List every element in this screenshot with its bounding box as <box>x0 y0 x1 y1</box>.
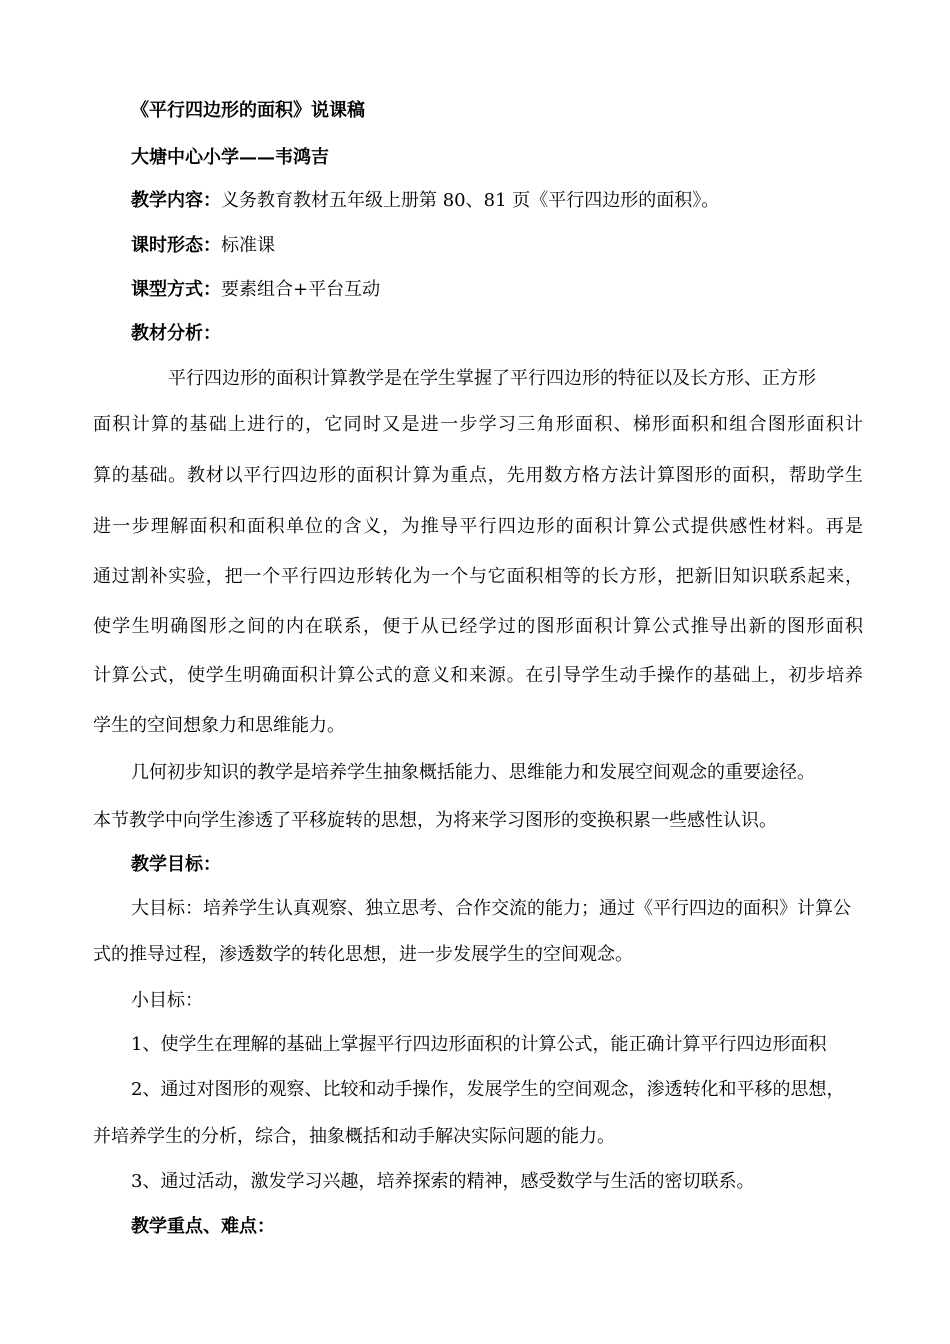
lesson-type-value: 要素组合+平台互动 <box>221 279 381 300</box>
teaching-content-label: 教学内容： <box>131 190 221 211</box>
small-goal-item-1: 1、使学生在理解的基础上掌握平行四边形面积的计算公式，能正确计算平行四边形面积 <box>131 1034 827 1055</box>
small-goal-item-3: 3、通过活动，激发学习兴趣，培养探索的精神，感受数学与生活的密切联系。 <box>131 1171 755 1192</box>
big-goal-line: 大目标：培养学生认真观察、独立思考、合作交流的能力；通过《平行四边的面积》计算公 <box>131 898 851 919</box>
lesson-type-label: 课型方式： <box>131 279 221 300</box>
analysis-para1-line: 进一步理解面积和面积单位的含义，为推导平行四边形的面积计算公式提供感性材料。再是 <box>93 516 863 537</box>
lesson-form-line <box>131 234 275 258</box>
teaching-content-line <box>131 189 719 213</box>
analysis-para1-line: 学生的空间想象力和思维能力。 <box>93 715 345 736</box>
analysis-para1-line: 通过割补实验，把一个平行四边形转化为一个与它面积相等的长方形，把新旧知识联系起来， <box>93 566 863 587</box>
small-goal-item-2-line: 2、通过对图形的观察、比较和动手操作，发展学生的空间观念，渗透转化和平移的思想， <box>131 1079 845 1100</box>
small-goal-heading: 小目标： <box>131 990 203 1011</box>
lesson-form-value: 标准课 <box>221 235 275 256</box>
analysis-para2-line: 本节教学中向学生渗透了平移旋转的思想，为将来学习图形的变换积累一些感性认识。 <box>93 810 777 831</box>
lesson-form-label: 课时形态： <box>131 235 221 256</box>
analysis-para1-line: 计算公式，使学生明确面积计算公式的意义和来源。在引导学生动手操作的基础上，初步培养 <box>93 665 863 686</box>
goals-heading: 教学目标： <box>131 854 221 875</box>
key-points-heading: 教学重点、难点： <box>131 1216 275 1237</box>
teaching-content-value: 义务教育教材五年级上册第 80、81 页《平行四边形的面积》。 <box>221 190 720 211</box>
analysis-para1-line: 算的基础。教材以平行四边形的面积计算为重点，先用数方格方法计算图形的面积，帮助学生 <box>93 465 863 486</box>
analysis-para1-line: 面积计算的基础上进行的，它同时又是进一步学习三角形面积、梯形面积和组合图形面积计 <box>93 414 863 435</box>
lesson-type-line <box>131 278 380 302</box>
small-goal-item-2-line: 并培养学生的分析，综合，抽象概括和动手解决实际问题的能力。 <box>93 1126 615 1147</box>
big-goal-line: 式的推导过程，渗透数学的转化思想，进一步发展学生的空间观念。 <box>93 944 633 965</box>
analysis-para2-line: 几何初步知识的教学是培养学生抽象概括能力、思维能力和发展空间观念的重要途径。 <box>131 762 815 783</box>
document-title: 《平行四边形的面积》说课稿 <box>131 100 365 121</box>
analysis-heading: 教材分析： <box>131 323 221 344</box>
analysis-para1-line: 使学生明确图形之间的内在联系，便于从已经学过的图形面积计算公式推导出新的图形面积 <box>93 616 863 637</box>
analysis-para1-line: 平行四边形的面积计算教学是在学生掌握了平行四边形的特征以及长方形、正方形 <box>168 368 816 389</box>
author-line: 大塘中心小学——韦鸿吉 <box>131 147 329 168</box>
